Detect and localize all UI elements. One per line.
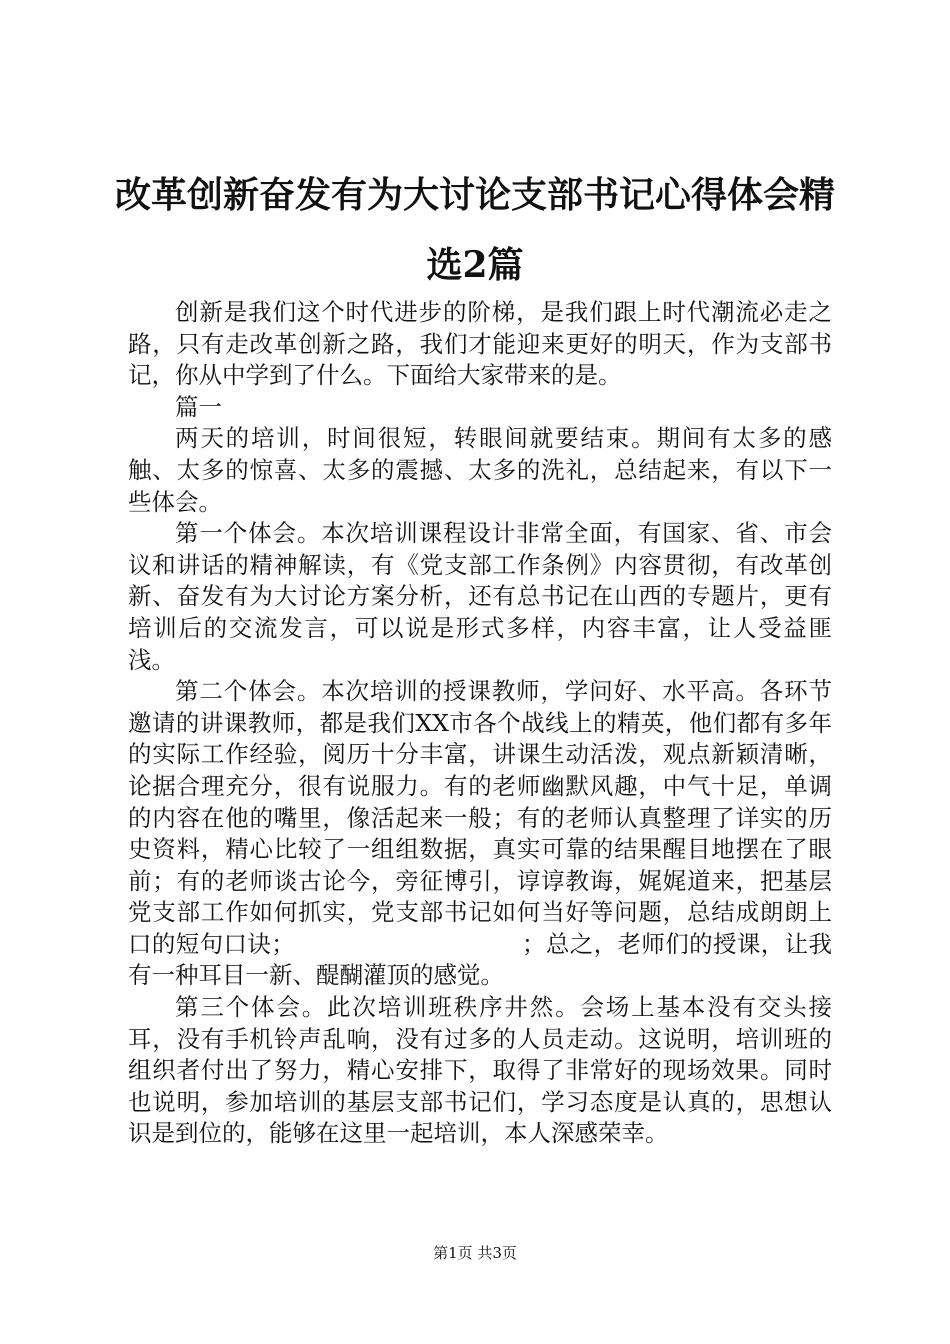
paragraph: 第二个体会。本次培训的授课教师，学问好、水平高。各环节邀请的讲课教师，都是我们XX市各个战线上的精英，他们都有多年的实际工作经验，阅历十分丰富，讲课生动活泼，观点新颖清晰，论据合理充分，很有说服力。有的老师幽默风趣，中气十足，单调的内容在他的嘴里，像活起来一般；有的老师认真整理了详实的历史资料，精心比较了一组组数据，真实可靠的结果醒目地摆在了眼前；有的老师谈古论今，旁征博引，谆谆教诲，娓娓道来，把基层党支部工作如何抓实，党支部书记如何当好等问题，总结成朗朗上口的短句口诀； ；总之，老师们的授课，让我有一种耳目一新、醍醐灌顶的感觉。 [128, 677, 832, 990]
section-heading: 篇一 [175, 392, 222, 421]
paragraph: 两天的培训，时间很短，转眼间就要结束。期间有太多的感触、太多的惊喜、太多的震撼、太多的洗礼，总结起来，有以下一些体会。 [128, 424, 832, 516]
paragraph-intro: 创新是我们这个时代进步的阶梯，是我们跟上时代潮流必走之路，只有走改革创新之路，我们才能迎来更好的明天，作为支部书记，你从中学到了什么。下面给大家带来的是。 [128, 298, 832, 390]
page-footer: 第1页 共3页 [433, 1244, 517, 1262]
paragraph: 第一个体会。本次培训课程设计非常全面，有国家、省、市会议和讲话的精神解读，有《党支部工作条例》内容贯彻，有改革创新、奋发有为大讨论方案分析，还有总书记在山西的专题片，更有培训后的交流发言，可以说是形式多样，内容丰富，让人受益匪浅。 [128, 519, 832, 674]
document-body [128, 297, 832, 1150]
document-title: 改革创新奋发有为大讨论支部书记心得体会精选2篇 [114, 174, 835, 286]
paragraph: 第三个体会。此次培训班秩序井然。会场上基本没有交头接耳，没有手机铃声乱响，没有过多的人员走动。这说明，培训班的组织者付出了努力，精心安排下，取得了非常好的现场效果。同时也说明，参加培训的基层支部书记们，学习态度是认真的，思想认识是到位的，能够在这里一起培训，本人深感荣幸。 [128, 993, 832, 1148]
